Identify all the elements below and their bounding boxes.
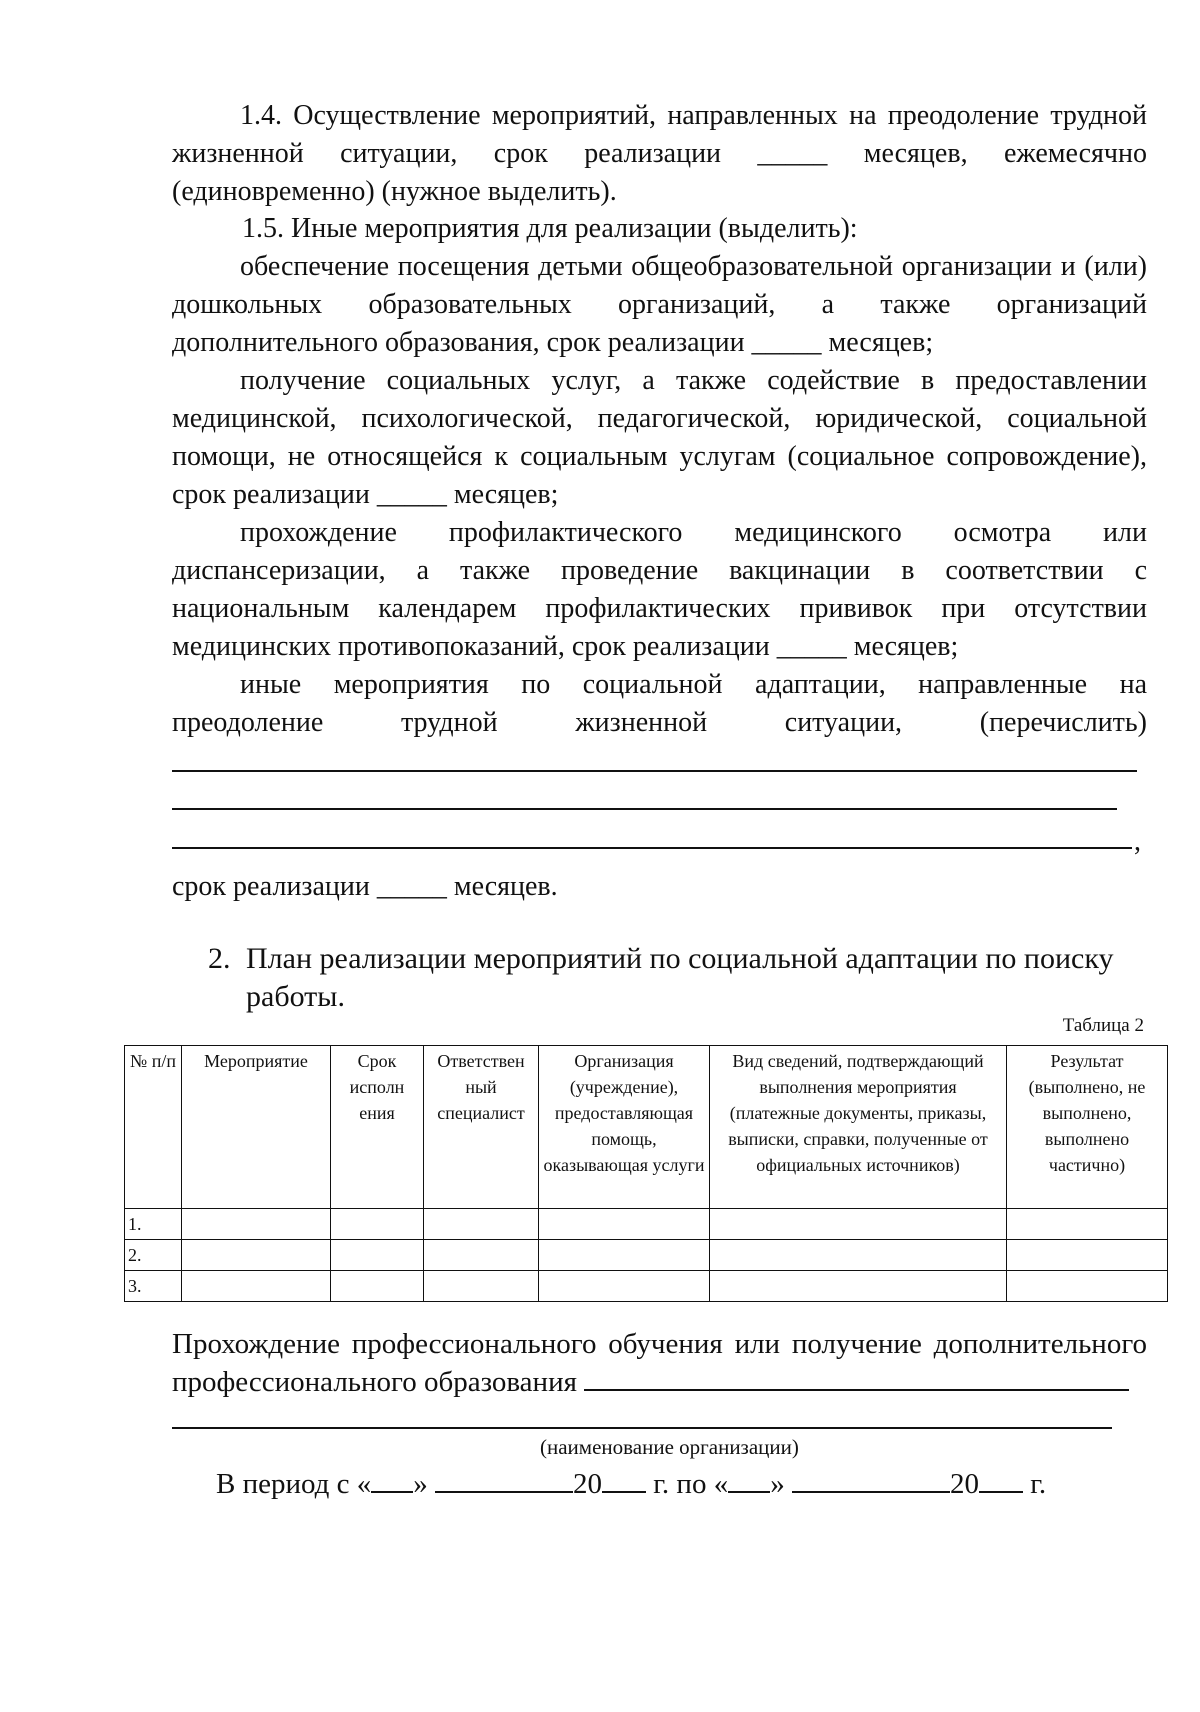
professional-training-label: Прохождение профессионального обучения или получение дополнительного профессионального образования (172, 1328, 1147, 1398)
row-number: 2. (125, 1240, 182, 1271)
table-cell[interactable] (1007, 1240, 1168, 1271)
col-responsible: Ответствен ный специалист (424, 1046, 539, 1209)
end-year-prefix: 20 (949, 1468, 979, 1500)
section-1-4: 1.4. Осуществление мероприятий, направленных на преодоление трудной жизненной ситуации, срок реализации _____ месяцев, ежемесячно (единовременно) (нужное выделить). (172, 100, 1147, 207)
col-activity: Мероприятие (182, 1046, 331, 1209)
row-number: 3. (125, 1271, 182, 1302)
plan-heading-line-2: работы. (246, 980, 345, 1013)
col-deadline: Срок исполн ения (331, 1046, 424, 1209)
period-mid: г. по « (653, 1468, 729, 1500)
table-cell[interactable] (710, 1271, 1007, 1302)
start-year-field[interactable] (602, 1469, 646, 1493)
table-cell[interactable] (710, 1240, 1007, 1271)
table-cell[interactable] (539, 1240, 710, 1271)
table-cell[interactable] (1007, 1209, 1168, 1240)
col-result: Результат (выполнено, не выполнено, выполнено частично) (1007, 1046, 1168, 1209)
table-cell[interactable] (424, 1209, 539, 1240)
organization-caption: (наименование организации) (540, 1435, 799, 1459)
end-year-field[interactable] (979, 1469, 1023, 1493)
table-cell[interactable] (331, 1240, 424, 1271)
table-row (125, 1240, 1168, 1271)
col-organization: Организация (учреждение), предоставляющая помощь, оказывающая услуги (539, 1046, 710, 1209)
other-activities-term: срок реализации _____ месяцев. (172, 871, 558, 902)
plan-heading-line-1: План реализации мероприятий по социальной адаптации по поиску (246, 942, 1114, 975)
table-cell[interactable] (424, 1271, 539, 1302)
col-evidence: Вид сведений, подтверждающий выполнения мероприятия (платежные документы, приказы, выписки, справки, полученные от официальных источников) (710, 1046, 1007, 1209)
item-social-services: получение социальных услуг, а также содействие в предоставлении медицинской, психологической, педагогической, юридической, социальной помощи, не относящейся к социальным услугам (социальное сопровождение), срок реализации _____ месяцев; (172, 365, 1147, 510)
plan-table (124, 1045, 1168, 1302)
table-cell[interactable] (182, 1209, 331, 1240)
item-education: обеспечение посещения детьми общеобразовательной организации и (или) дошкольных образовательных организаций, а также организаций дополнительного образования, срок реализации _____ месяцев; (172, 251, 1147, 358)
period-line (216, 1468, 1046, 1501)
organization-fill-line-2[interactable] (172, 1427, 1112, 1429)
table-cell[interactable] (710, 1209, 1007, 1240)
table-cell[interactable] (1007, 1271, 1168, 1302)
row-number: 1. (125, 1209, 182, 1240)
table-caption: Таблица 2 (1062, 1015, 1144, 1036)
table-cell[interactable] (182, 1240, 331, 1271)
plan-number: 2. (208, 942, 231, 975)
table-cell[interactable] (182, 1271, 331, 1302)
table-header-row (125, 1046, 1168, 1209)
period-prefix: В период с « (216, 1468, 372, 1500)
start-day-field[interactable] (371, 1469, 413, 1493)
fill-line-1[interactable] (172, 770, 1137, 772)
start-year-prefix: 20 (573, 1468, 603, 1500)
organization-fill-line[interactable] (584, 1367, 1129, 1391)
table-cell[interactable] (331, 1271, 424, 1302)
table-row (125, 1271, 1168, 1302)
fill-line-3[interactable] (172, 847, 1132, 849)
table-cell[interactable] (539, 1209, 710, 1240)
item-other-activities: иные мероприятия по социальной адаптации, направленные на преодоление трудной жизненной ситуации, (перечислить) (172, 669, 1147, 738)
table-row (125, 1209, 1168, 1240)
table-cell[interactable] (331, 1209, 424, 1240)
start-month-field[interactable] (435, 1469, 573, 1493)
table-cell[interactable] (539, 1271, 710, 1302)
professional-training-text (172, 1325, 1147, 1401)
period-quote-close: » (413, 1468, 428, 1500)
period-quote-close-2: » (770, 1468, 785, 1500)
line-comma: , (1134, 826, 1141, 857)
end-day-field[interactable] (728, 1469, 770, 1493)
plan-heading (208, 940, 1148, 1016)
end-month-field[interactable] (792, 1469, 950, 1493)
period-end: г. (1030, 1468, 1047, 1500)
table-cell[interactable] (424, 1240, 539, 1271)
section-1-5-heading: 1.5. Иные мероприятия для реализации (выделить): (242, 213, 858, 244)
item-medical-exam: прохождение профилактического медицинского осмотра или диспансеризации, а также проведение вакцинации в соответствии с национальным календарем профилактических прививок при отсутствии медицинских противопоказаний, срок реализации _____ месяцев; (172, 517, 1147, 662)
fill-line-2[interactable] (172, 808, 1117, 810)
col-number: № п/п (125, 1046, 182, 1209)
